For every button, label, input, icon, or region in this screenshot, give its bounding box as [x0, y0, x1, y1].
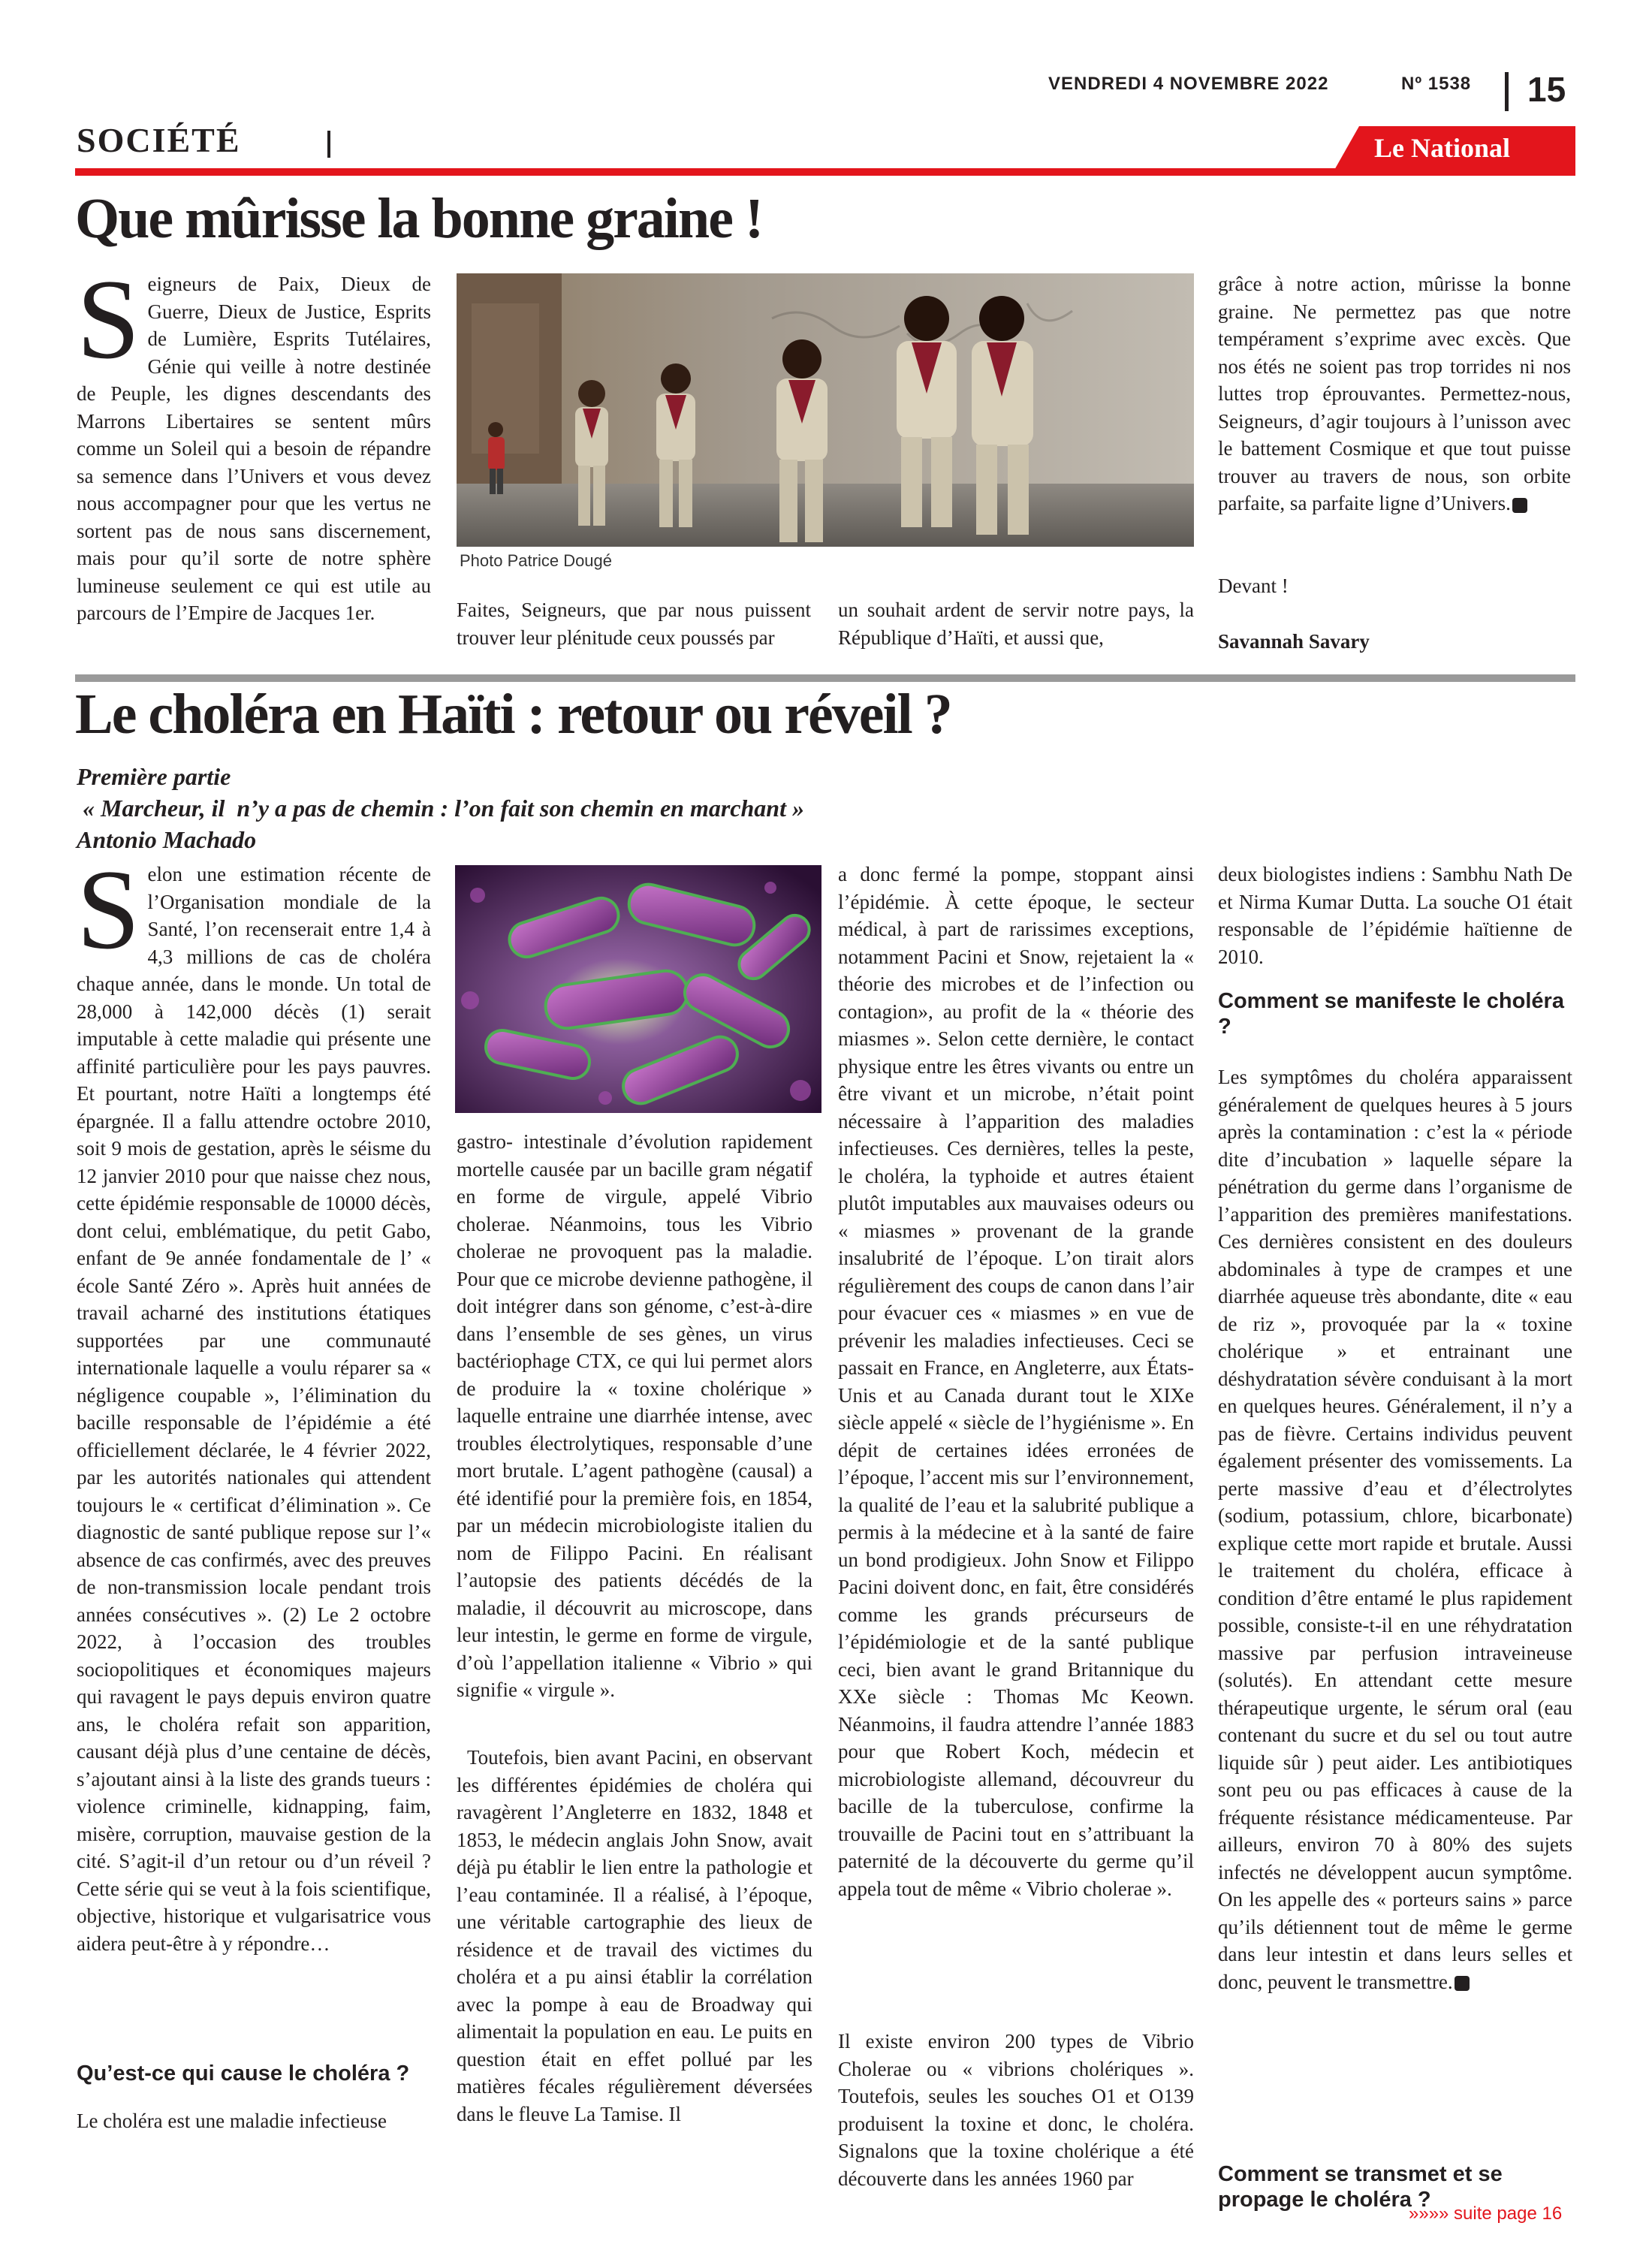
- article2-epigraph-author: Antonio Machado: [77, 826, 257, 853]
- newspaper-brand: Le National: [1374, 133, 1511, 163]
- article2-column-2a: gastro- intestinale d’évolution rapidement mortelle causée par un bacille gram négatif en forme de virgule, appelé Vibrio cholerae. Néanmoins, tous les Vibrio cholerae ne provoquent pas la maladie. Pour que ce microbe devienne pathogène, il doit intégrer dans son génome, c’est-à-dire dans l’ensemble de ses gènes, un virus bactériophage CTX, ce qui lui permet alors de produire la « toxine cholérique » laquelle entraine une diarrhée intense, avec troubles électrolytiques, responsable d’une mort brutale. L’agent pathogène (causal) a été identifié pour la première fois, en 1854, par un médecin microbiologiste italien du nom de Filippo Pacini. En réalisant l’autopsie des patients décédés de la maladie, il découvrit au microscope, dans leur intestin, le germe en forme de virgule, d’où l’appellation italienne « Vibrio » qui signifie « virgule ».: [457, 1130, 812, 1701]
- end-of-article-mark: [1512, 498, 1527, 513]
- issue-date: VENDREDI 4 NOVEMBRE 2022: [1048, 74, 1329, 94]
- article1-column-4: [1218, 270, 1571, 517]
- header-rule: [75, 168, 1575, 176]
- article2-column-4a: deux biologistes indiens : Sambhu Nath De et Nirma Kumar Dutta. La souche O1 était responsable de l’épidémie haïtienne de 2010.: [1218, 863, 1572, 968]
- scouts-photo: [457, 273, 1194, 547]
- article1-column-2: Faites, Seigneurs, que par nous puissent trouver leur plénitude ceux poussés par: [457, 599, 811, 649]
- article2-column-3a: a donc fermé la pompe, stoppant ainsi l’épidémie. À cette époque, le secteur médical, à part de rarissimes exceptions, notamment Pacini et Snow, rejetaient la « théorie des microbes et de l’infection ou contagion», au profit de la « théorie des miasmes ». Selon cette dernière, le contact physique entre les êtres vivants ou entre un être vivant et un microbe, n’était point nécessaire à l’apparition des maladies infectieuses. Ces dernières, telles la peste, le choléra, la typhoide et autres étaient plutôt imputables aux mauvaises odeurs ou « miasmes » provenant de la grande insalubrité de l’époque. L’on tirait alors régulièrement des coups de canon dans l’air pour évacuer ces « miasmes » en vue de prévenir les maladies infectieuses. Ceci se passait en France, en Angleterre, aux États-Unis et au Canada durant tout le XIXe siècle appelé « siècle de l’hygiénisme ». En dépit de certaines idées erronées de l’époque, l’accent mis sur l’environnement, la qualité de l’eau et la salubrité publique a permis à la médecine et à la santé de faire un bond prodigieux. John Snow et Filippo Pacini doivent donc, en fait, être considérés comme les grands précurseurs de l’épidémiologie et de la santé publique ceci, bien avant le grand Britannique du XXe siècle : Thomas Mc Keown. Néanmoins, il faudra attendre l’année 1883 pour que Robert Koch, médecin et microbiologiste allemand, découvreur du bacille de la tuberculose, confirme la trouvaille de Pacini tout en s’attribuant la paternité de la découverte du germe qu’il appela tout de même « Vibrio cholerae ».: [838, 863, 1194, 1900]
- photo-caption: Photo Patrice Dougé: [460, 551, 613, 570]
- article2-column-2b: Toutefois, bien avant Pacini, en observant les différentes épidémies de choléra qui ravagèrent l’Angleterre en 1832, 1848 et 1853, le médecin anglais John Snow, avait déjà pu établir le lien entre la pathologie et l’eau contaminée. Il a réalisé, à l’époque, une véritable cartographie des lieux de résidence et de travail des victimes du choléra et a pu ainsi établir la corrélation avec la pompe à eau de Broadway qui alimentait la population en eau. Le puits en question était en effet pollué par les matières fécales régulièrement déversées dans le fleuve La Tamise. Il: [457, 1746, 812, 2125]
- article2-column-4b: [1218, 1063, 1572, 1995]
- article1-dropcap: S: [77, 256, 140, 382]
- continued-page-link[interactable]: »»»» suite page 16: [1409, 2203, 1563, 2224]
- bacteria-illustration: [455, 865, 821, 1113]
- subheading-symptoms: Comment se manifeste le choléra ?: [1218, 989, 1564, 1039]
- article2-title: Le choléra en Haïti : retour ou réveil ?: [75, 683, 951, 746]
- article1-column-1: [77, 256, 431, 627]
- article1-column-3: un souhait ardent de servir notre pays, la République d’Haïti, et aussi que,: [838, 599, 1194, 649]
- bacteria-illustration-image: [455, 865, 821, 1113]
- article2-column-1: [77, 846, 431, 1957]
- article2-col1-tail: Le choléra est une maladie infectieuse: [77, 2110, 387, 2132]
- article1-col1-text: eigneurs de Paix, Dieux de Guerre, Dieux de Justice, Esprits de Lumière, Esprits Tutélaires, Génie qui veille à notre destinée de Peuple, les dignes descendants des Marrons Libertaires se sentent mûrs comme un Soleil qui a besoin de répandre sa semence dans l’Univers et vous devez nous accompagner pour que les vertus ne sortent pas de nous sans discernement, mais pour qu’il sorte de notre sphère lumineuse seulement ce qui est utile au parcours de l’Empire de Jacques 1er.: [77, 273, 431, 624]
- article-divider: [75, 674, 1575, 682]
- article2-col1-text: elon une estimation récente de l’Organisation mondiale de la Santé, l’on recenserait entre 1,4 à 4,3 millions de cas de choléra chaque année, dans le monde. Un total de 28,000 à 142,000 décès (1) serait imputable à cette maladie qui présente une affinité particulière pour les pays pauvres. Et pourtant, notre Haïti a longtemps été épargnée. Il a fallu attendre octobre 2010, soit 9 mois de gestation, après le séisme du 12 janvier 2010 pour que naisse chez nous, cette épidémie responsable de 10000 décès, dont celui, emblématique, du petit Gabo, enfant de 9e année fondamentale de l’ « école Santé Zéro ». Après huit années de travail acharné des institutions étatiques supportées par une communauté internationale laquelle a voulu réparer sa « négligence coupable », l’élimination du bacille responsable de l’épidémie a été officiellement déclarée, le 4 février 2022, par les autorités nationales qui attendent toujours le « certificat d’élimination ». Ce diagnostic de santé publique repose sur l’« absence de cas confirmés, avec des preuves de non-transmission locale pendant trois années consécutives ». (2) Le 2 octobre 2022, à l’occasion des troubles sociopolitiques et économiques majeurs qui ravagent le pays depuis environ quatre ans, le choléra refait son apparition, causant déjà plus d’une centaine de décès, s’ajoutant ainsi à la liste des grands tueurs : violence criminelle, kidnapping, faim, misère, corruption, mauvaise gestion de la cité. S’agit-il d’un retour ou d’un réveil ? Cette série qui se veut à la fois scientifique, objective, historique et vulgarisatrice vous aidera peut-être à y répondre…: [77, 863, 431, 1955]
- article1-author: Savannah Savary: [1218, 630, 1370, 653]
- end-of-section-mark: [1455, 1976, 1470, 1991]
- section-label: SOCIÉTÉ: [77, 121, 241, 159]
- subheading-cause: Qu’est-ce qui cause le choléra ?: [77, 2061, 410, 2086]
- article1-title: Que mûrisse la bonne graine !: [75, 187, 763, 250]
- issue-number: Nº 1538: [1401, 74, 1472, 94]
- page-number: 15: [1527, 70, 1566, 109]
- article2-column-3b: Il existe environ 200 types de Vibrio Cholerae ou « vibrions cholériques ». Toutefois, seules les souches O1 et O139 produisent la toxine et donc, le choléra. Signalons que la toxine cholérique a été découverte dans les années 1960 par: [838, 2030, 1194, 2190]
- article2-col4b-text: Les symptômes du choléra apparaissent généralement de quelques heures à 5 jours après la contamination : c’est la « période dite d’incubation » laquelle sépare la pénétration du germe dans l’organisme de l’apparition des premières manifestations. Ces dernières consistent en des douleurs abdominales à type de crampes et une diarrhée aqueuse très abondante, dite « eau de riz », provoquée par la « toxine cholérique » et entrainant une déshydratation sévère conduisant à la mort en quelques heures. Généralement, il n’y a pas de fièvre. Certains individus peuvent également présenter des vomissements. La perte massive d’eau et d’électrolytes (sodium, potassium, chlore, bicarbonate) explique cette mort rapide et brutale. Aussi le traitement du choléra, efficace à condition d’être entamé le plus rapidement possible, consiste-t-il en une réhydratation massive par perfusion intraveineuse (solutés). En attendant cette mesure thérapeutique urgente, le sérum oral (eau contenant du sucre et du sel ou tout autre liquide sûr ) peut aider. Les antibiotiques sont peu ou pas efficaces à cause de la fréquente résistance médicamenteuse. Par ailleurs, environ 70 à 80% des sujets infectés ne développent aucun symptôme. On les appelle des « porteurs sains » parce qu’ils détiennent tout de même le germe dans leur intestin et dans leurs selles et donc, peuvent le transmettre.: [1218, 1066, 1572, 1993]
- page-number-divider: [1505, 72, 1509, 111]
- article1-closing: Devant !: [1218, 575, 1289, 597]
- scouts-photo-image: [457, 273, 1194, 547]
- article1-col4-text: grâce à notre action, mûrisse la bonne graine. Ne permettez pas que notre tempérament s’exprime avec excès. Que nos étés ne soient pas trop torrides ni nos luttes trop éprouvantes. Permettez-nous, Seigneurs, d’agir toujours à l’unisson avec le battement Cosmique et que tout puisse trouver au travers de nous, son orbite parfaite, sa parfaite ligne d’Univers.: [1218, 273, 1571, 514]
- section-divider: [327, 131, 330, 158]
- article2-dropcap: S: [77, 846, 140, 973]
- article2-epigraph: « Marcheur, il n’y a pas de chemin : l’on fait son chemin en marchant »: [77, 795, 804, 822]
- subheading-transmission: Comment se transmet et se propage le choléra ?: [1218, 2162, 1503, 2212]
- article2-part: Première partie: [77, 763, 231, 790]
